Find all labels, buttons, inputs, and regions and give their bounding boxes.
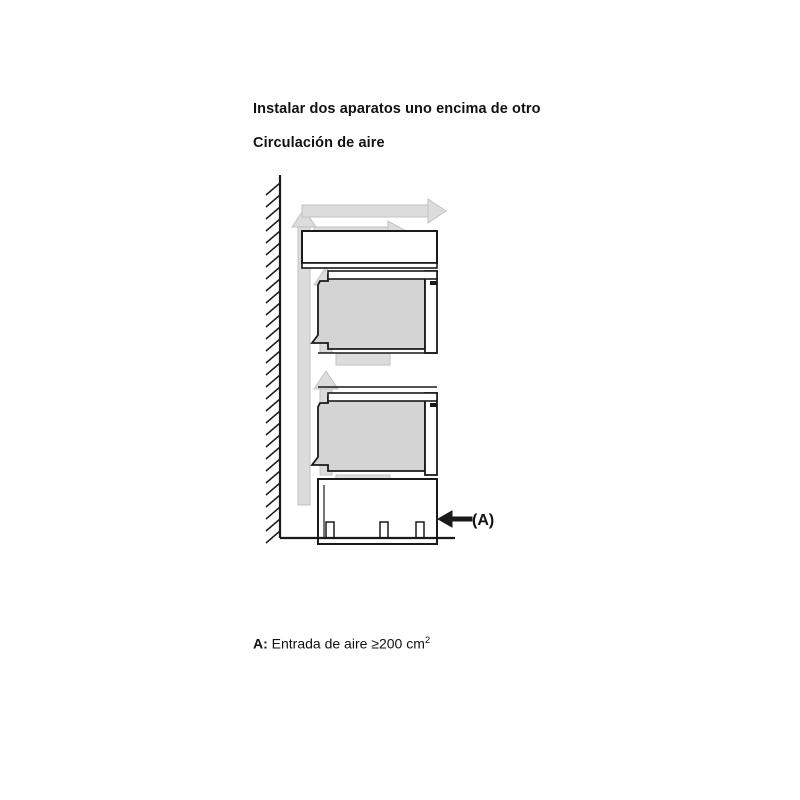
caption-text: Entrada de aire ≥200 cm — [271, 635, 425, 652]
caption-label: A: — [253, 635, 268, 652]
figure-caption — [253, 635, 430, 652]
caption-superscript: 2 — [424, 635, 431, 646]
upper-appliance — [312, 271, 437, 353]
lower-appliance — [312, 393, 437, 475]
installation-diagram — [240, 175, 560, 575]
base-drawer — [318, 479, 437, 544]
wall-hatching — [266, 175, 280, 543]
air-intake-callout — [438, 511, 494, 529]
section-subtitle: Circulación de aire — [253, 135, 385, 151]
page-title: Instalar dos aparatos uno encima de otro — [253, 101, 541, 117]
callout-label-a: (A) — [472, 512, 495, 529]
upper-cabinet-panel — [302, 231, 437, 268]
